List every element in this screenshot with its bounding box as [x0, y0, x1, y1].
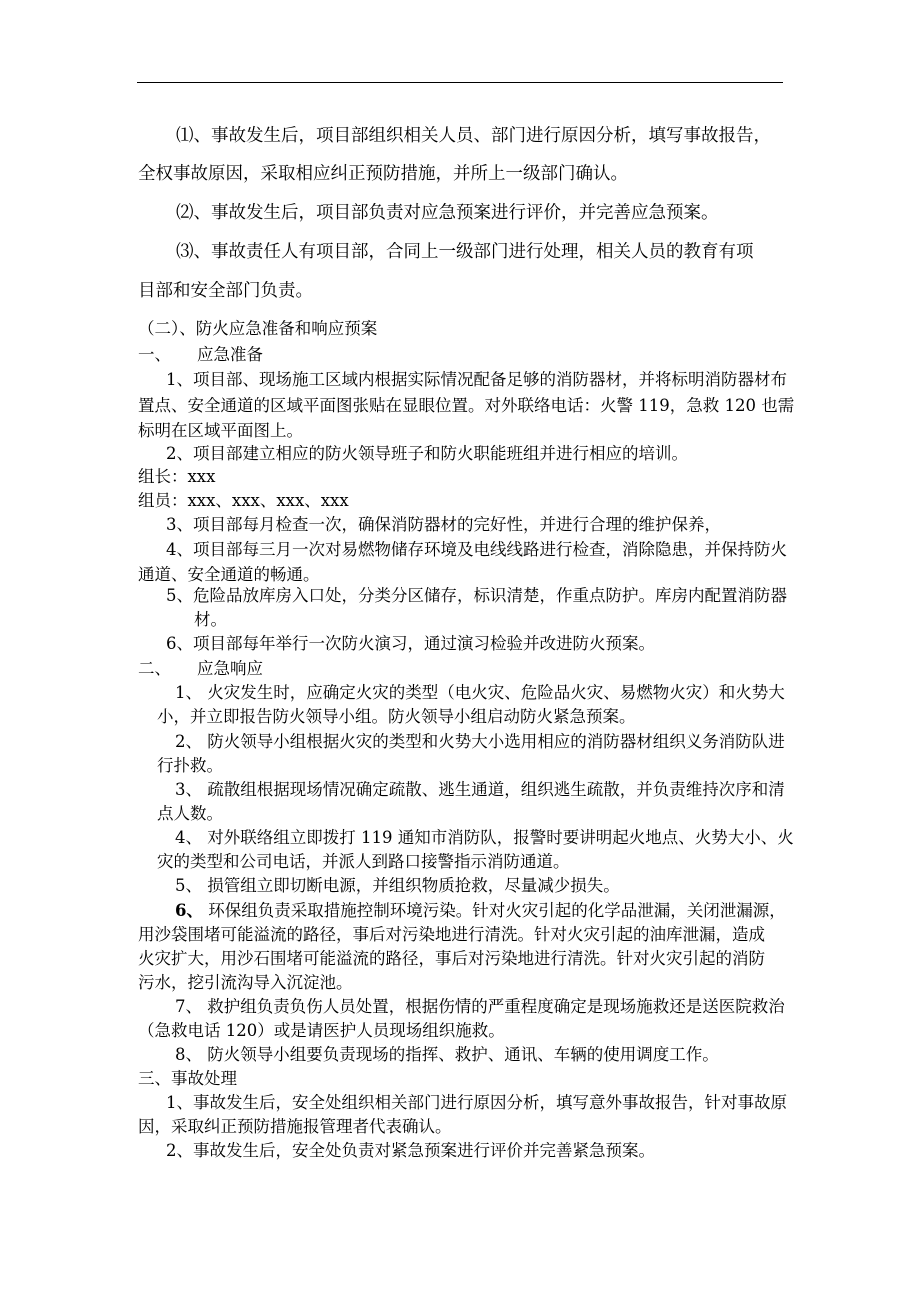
prep-item-1-line-2: 置点、安全通道的区域平面图张贴在显眼位置。对外联络电话：火警 119，急救 120 也需: [138, 396, 795, 415]
response-item-4-line-2: 灾的类型和公司电话，并派人到路口接警指示消防通道。: [157, 852, 570, 871]
response-item-6-text: 环保组负责采取措施控制环境污染。针对火灾引起的化学品泄漏，关闭泄漏源，: [202, 901, 786, 920]
response-item-5: 5、 损管组立即切断电源，并组织物质抢救，尽量减少损失。: [175, 876, 620, 895]
response-item-8: 8、 防火领导小组要负责现场的指挥、救护、通讯、车辆的使用调度工作。: [175, 1045, 719, 1064]
section-title: （二）、防火应急准备和响应预案: [138, 319, 378, 338]
response-item-3-line-1: 3、 疏散组根据现场情况确定疏散、逃生通道，组织逃生疏散，并负责维持次序和清: [175, 780, 785, 799]
response-item-6-line-1: [175, 901, 786, 921]
response-heading-number: 二、: [138, 659, 171, 678]
prep-item-1-line-1: 1、项目部、现场施工区域内根据实际情况配备足够的消防器材，并将标明消防器材布: [166, 370, 787, 389]
response-item-4-line-1: 4、 对外联络组立即拨打 119 通知市消防队，报警时要讲明起火地点、火势大小、火: [175, 828, 794, 847]
prep-item-5-line-1: 5、危险品放库房入口处，分类分区储存，标识清楚，作重点防护。库房内配置消防器: [166, 586, 787, 605]
response-item-7-line-1: 7、 救护组负责负伤人员处置，根据伤情的严重程度确定是现场施救还是送医院救治: [175, 997, 785, 1016]
prep-item-1-line-3: 标明在区域平面图上。: [138, 421, 303, 440]
prep-item-4-line-2: 通道、安全通道的畅通。: [138, 565, 320, 584]
response-item-6-line-3: 火灾扩大，用沙石围堵可能溢流的路径，事后对污染地进行清洗。针对火灾引起的消防: [138, 949, 765, 968]
team-members: 组员：xxx、xxx、xxx、xxx: [138, 491, 349, 510]
response-item-6-line-2: 用沙袋围堵可能溢流的路径，事后对污染地进行清洗。针对火灾引起的油库泄漏，造成: [138, 925, 765, 944]
intro-paragraph-1-line-2: 全权事故原因，采取相应纠正预防措施，并所上一级部门确认。: [138, 164, 628, 184]
header-rule: [137, 82, 783, 83]
response-item-1-line-2: 小，并立即报告防火领导小组。防火领导小组启动防火紧急预案。: [157, 707, 636, 726]
response-item-7-line-2: （急救电话 120）或是请医护人员现场组织施救。: [138, 1021, 505, 1040]
prep-item-6: 6、项目部每年举行一次防火演习，通过演习检验并改进防火预案。: [166, 634, 655, 653]
handling-item-1-line-2: 因，采取纠正预防措施报管理者代表确认。: [138, 1117, 452, 1136]
prep-item-3: 3、项目部每月检查一次，确保消防器材的完好性，并进行合理的维护保养，: [166, 515, 721, 534]
prep-item-5-line-2: 材。: [194, 610, 227, 629]
response-item-3-line-2: 点人数。: [157, 804, 223, 823]
handling-item-2: 2、事故发生后，安全处负责对紧急预案进行评价并完善紧急预案。: [166, 1141, 655, 1160]
handling-heading: 三、事故处理: [138, 1069, 237, 1088]
team-leader: 组长：xxx: [138, 467, 216, 486]
intro-paragraph-3-line-1: ⑶、事故责任人有项目部，合同上一级部门进行处理，相关人员的教育有项: [176, 242, 754, 262]
intro-paragraph-2: ⑵、事故发生后，项目部负责对应急预案进行评价，并完善应急预案。: [176, 203, 719, 223]
prep-item-2: 2、项目部建立相应的防火领导班子和防火职能班组并进行相应的培训。: [166, 444, 688, 463]
intro-paragraph-3-line-2: 目部和安全部门负责。: [138, 281, 313, 301]
response-heading: 应急响应: [197, 659, 263, 678]
prep-item-4-line-1: 4、项目部每三月一次对易燃物储存环境及电线线路进行检查，消除隐患，并保持防火: [166, 540, 787, 559]
prep-heading-number: 一、: [138, 345, 171, 364]
intro-paragraph-1-line-1: ⑴、事故发生后，项目部组织相关人员、部门进行原因分析，填写事故报告，: [176, 126, 771, 146]
prep-heading: 应急准备: [197, 345, 263, 364]
response-item-1-line-1: 1、 火灾发生时，应确定火灾的类型（电火灾、危险品火灾、易燃物火灾）和火势大: [175, 683, 785, 702]
handling-item-1-line-1: 1、事故发生后，安全处组织相关部门进行原因分析，填写意外事故报告，针对事故原: [166, 1093, 787, 1112]
response-item-6-number: 6、: [175, 901, 203, 920]
response-item-2-line-2: 行扑救。: [157, 756, 223, 775]
response-item-6-line-4: 污水，挖引流沟导入沉淀池。: [138, 973, 353, 992]
response-item-2-line-1: 2、 防火领导小组根据火灾的类型和火势大小选用相应的消防器材组织义务消防队进: [175, 732, 785, 751]
